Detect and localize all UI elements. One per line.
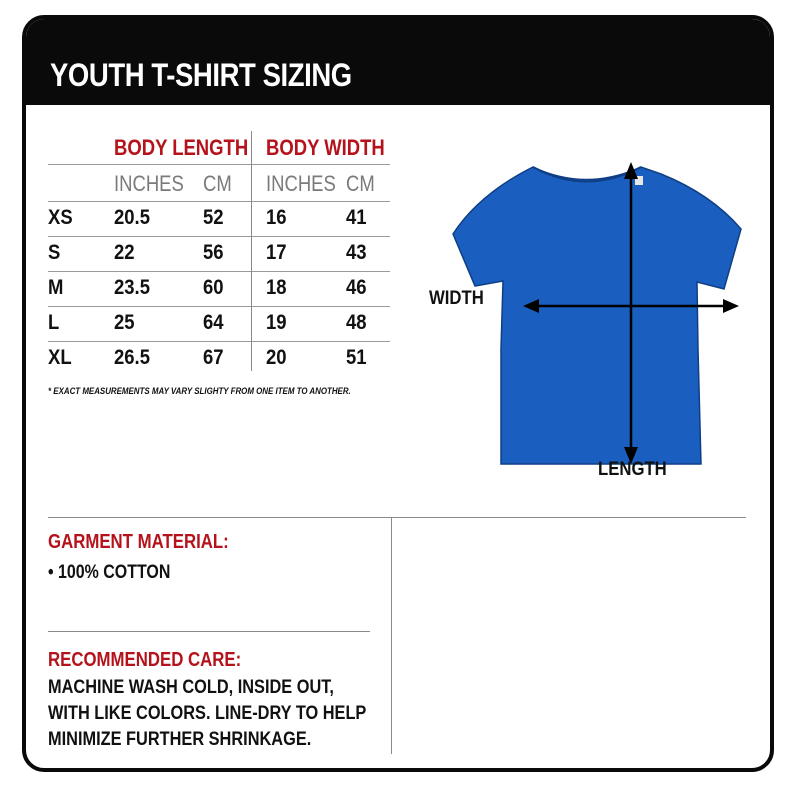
table-divider bbox=[48, 341, 390, 342]
table-cell: 23.5 bbox=[114, 276, 150, 299]
length-cm-header: CM bbox=[203, 171, 232, 196]
size-label-l: L bbox=[48, 311, 60, 334]
size-label-s: S bbox=[48, 241, 61, 264]
care-heading: RECOMMENDED CARE: bbox=[48, 649, 242, 671]
table-column-divider bbox=[251, 131, 252, 371]
size-label-xs: XS bbox=[48, 206, 73, 229]
table-divider bbox=[48, 306, 390, 307]
table-cell: 16 bbox=[266, 206, 287, 229]
table-cell: 64 bbox=[203, 311, 224, 334]
table-cell: 19 bbox=[266, 311, 287, 334]
tshirt-diagram bbox=[421, 134, 761, 504]
tshirt-icon bbox=[453, 167, 741, 464]
material-item: • 100% COTTON bbox=[48, 562, 171, 583]
body-length-header: BODY LENGTH bbox=[114, 135, 249, 160]
care-line: WITH LIKE COLORS. LINE-DRY TO HELP bbox=[48, 703, 367, 724]
table-cell: 18 bbox=[266, 276, 287, 299]
table-cell: 41 bbox=[346, 206, 367, 229]
section-column-divider bbox=[391, 517, 392, 754]
measurement-footnote: * EXACT MEASUREMENTS MAY VARY SLIGHTY FROM ONE ITEM TO ANOTHER. bbox=[48, 386, 351, 396]
table-cell: 52 bbox=[203, 206, 224, 229]
body-width-header: BODY WIDTH bbox=[266, 135, 385, 160]
header-bar bbox=[26, 19, 770, 105]
width-cm-header: CM bbox=[346, 171, 375, 196]
table-cell: 51 bbox=[346, 346, 367, 369]
table-divider bbox=[48, 164, 390, 165]
length-label: LENGTH bbox=[598, 459, 667, 480]
table-cell: 43 bbox=[346, 241, 367, 264]
size-label-xl: XL bbox=[48, 346, 72, 369]
table-cell: 48 bbox=[346, 311, 367, 334]
length-inches-header: INCHES bbox=[114, 171, 184, 196]
table-cell: 67 bbox=[203, 346, 224, 369]
table-cell: 22 bbox=[114, 241, 135, 264]
material-heading: GARMENT MATERIAL: bbox=[48, 531, 229, 553]
page-title: YOUTH T-SHIRT SIZING bbox=[50, 57, 352, 93]
width-inches-header: INCHES bbox=[266, 171, 336, 196]
width-label: WIDTH bbox=[429, 288, 484, 309]
table-cell: 60 bbox=[203, 276, 224, 299]
section-divider bbox=[48, 631, 370, 632]
table-divider bbox=[48, 201, 390, 202]
size-label-m: M bbox=[48, 276, 64, 299]
table-divider bbox=[48, 271, 390, 272]
table-cell: 56 bbox=[203, 241, 224, 264]
table-cell: 46 bbox=[346, 276, 367, 299]
table-cell: 20 bbox=[266, 346, 287, 369]
sizing-card bbox=[22, 15, 774, 772]
table-cell: 25 bbox=[114, 311, 135, 334]
care-line: MACHINE WASH COLD, INSIDE OUT, bbox=[48, 677, 334, 698]
section-divider bbox=[48, 517, 746, 518]
table-cell: 20.5 bbox=[114, 206, 150, 229]
table-cell: 17 bbox=[266, 241, 287, 264]
table-cell: 26.5 bbox=[114, 346, 150, 369]
table-divider bbox=[48, 236, 390, 237]
care-line: MINIMIZE FURTHER SHRINKAGE. bbox=[48, 729, 312, 750]
